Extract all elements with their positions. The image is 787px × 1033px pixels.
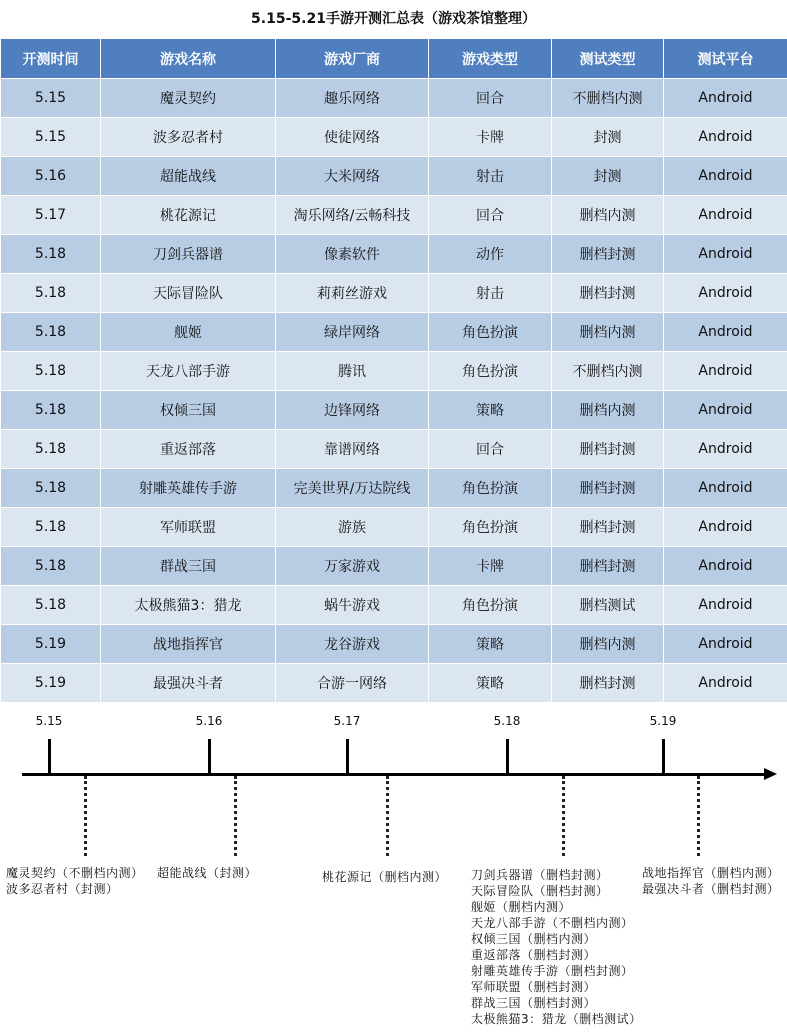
timeline-entry: 军师联盟（删档封测）: [471, 980, 597, 994]
cell-name: 超能战线: [101, 157, 276, 196]
cell-name: 权倾三国: [101, 391, 276, 430]
table-body: [1, 79, 787, 703]
cell-name: 天际冒险队: [101, 274, 276, 313]
cell-vendor: 大米网络: [276, 157, 429, 196]
cell-date: 5.18: [1, 586, 101, 625]
cell-name: 魔灵契约: [101, 79, 276, 118]
timeline-axis: [22, 773, 768, 776]
cell-name: 战地指挥官: [101, 625, 276, 664]
table-row: [1, 274, 787, 313]
cell-platform: Android: [664, 625, 787, 664]
cell-genre: 策略: [429, 391, 552, 430]
timeline-entry: 群战三国（删档封测）: [471, 996, 597, 1010]
cell-test-type: 不删档内测: [552, 352, 664, 391]
cell-vendor: 像素软件: [276, 235, 429, 274]
cell-platform: Android: [664, 313, 787, 352]
timeline-date-label: 5.19: [649, 714, 677, 728]
timeline-entry-list: [6, 865, 144, 897]
cell-test-type: 封测: [552, 118, 664, 157]
cell-date: 5.18: [1, 352, 101, 391]
timeline-entry: 超能战线（封测）: [157, 866, 258, 880]
column-header-name: 游戏名称: [101, 39, 276, 79]
cell-genre: 策略: [429, 625, 552, 664]
cell-genre: 回合: [429, 79, 552, 118]
timeline-tick: [346, 739, 349, 774]
cell-vendor: 游族: [276, 508, 429, 547]
timeline-entry-list: [157, 865, 257, 881]
cell-vendor: 趣乐网络: [276, 79, 429, 118]
timeline-date-label: 5.18: [493, 714, 521, 728]
cell-date: 5.19: [1, 664, 101, 703]
cell-vendor: 莉莉丝游戏: [276, 274, 429, 313]
cell-date: 5.18: [1, 391, 101, 430]
cell-test-type: 封测: [552, 157, 664, 196]
cell-test-type: 删档内测: [552, 196, 664, 235]
cell-platform: Android: [664, 664, 787, 703]
timeline-entry: 桃花源记（删档内测）: [322, 870, 448, 884]
cell-name: 最强决斗者: [101, 664, 276, 703]
cell-name: 天龙八部手游: [101, 352, 276, 391]
timeline-entry: 魔灵契约（不删档内测）: [6, 866, 144, 880]
timeline-entry: 最强决斗者（删档封测）: [642, 882, 780, 896]
cell-test-type: 删档封测: [552, 664, 664, 703]
cell-genre: 回合: [429, 430, 552, 469]
table-row: [1, 196, 787, 235]
table-row: [1, 157, 787, 196]
cell-date: 5.18: [1, 313, 101, 352]
cell-platform: Android: [664, 586, 787, 625]
cell-platform: Android: [664, 157, 787, 196]
cell-test-type: 删档封测: [552, 508, 664, 547]
table-row: [1, 79, 787, 118]
timeline-tick: [48, 739, 51, 774]
timeline-entry: 重返部落（删档封测）: [471, 948, 597, 962]
cell-test-type: 删档封测: [552, 274, 664, 313]
cell-date: 5.19: [1, 625, 101, 664]
cell-date: 5.18: [1, 508, 101, 547]
table-row: [1, 118, 787, 157]
timeline-arrow-icon: [764, 768, 777, 780]
cell-date: 5.18: [1, 547, 101, 586]
cell-platform: Android: [664, 79, 787, 118]
cell-test-type: 删档封测: [552, 430, 664, 469]
cell-date: 5.17: [1, 196, 101, 235]
cell-genre: 角色扮演: [429, 586, 552, 625]
cell-test-type: 删档内测: [552, 625, 664, 664]
timeline-entry-list: [322, 869, 447, 885]
timeline-dotted-connector: [562, 776, 565, 856]
cell-platform: Android: [664, 508, 787, 547]
cell-test-type: 删档封测: [552, 235, 664, 274]
timeline-dotted-connector: [84, 776, 87, 856]
table-row: [1, 625, 787, 664]
cell-test-type: 删档内测: [552, 313, 664, 352]
cell-platform: Android: [664, 547, 787, 586]
cell-vendor: 万家游戏: [276, 547, 429, 586]
table-row: [1, 664, 787, 703]
cell-platform: Android: [664, 196, 787, 235]
table-row: [1, 352, 787, 391]
column-header-genre: 游戏类型: [429, 39, 552, 79]
timeline-entry: 刀剑兵器谱（删档封测）: [471, 868, 609, 882]
cell-date: 5.15: [1, 79, 101, 118]
table-row: [1, 469, 787, 508]
cell-platform: Android: [664, 274, 787, 313]
cell-genre: 策略: [429, 664, 552, 703]
cell-test-type: 删档封测: [552, 547, 664, 586]
cell-date: 5.18: [1, 469, 101, 508]
timeline-entry: 天龙八部手游（不删档内测）: [471, 916, 634, 930]
cell-vendor: 蜗牛游戏: [276, 586, 429, 625]
table-row: [1, 430, 787, 469]
cell-date: 5.15: [1, 118, 101, 157]
page-title: 5.15-5.21手游开测汇总表（游戏茶馆整理）: [251, 11, 536, 27]
timeline-date-label: 5.17: [333, 714, 361, 728]
timeline-entry: 射雕英雄传手游（删档封测）: [471, 964, 634, 978]
timeline-dotted-connector: [697, 776, 700, 856]
release-timeline: [0, 703, 787, 1033]
column-header-platform: 测试平台: [664, 39, 787, 79]
table-row: [1, 586, 787, 625]
cell-name: 波多忍者村: [101, 118, 276, 157]
cell-genre: 射击: [429, 274, 552, 313]
cell-name: 军师联盟: [101, 508, 276, 547]
cell-test-type: 不删档内测: [552, 79, 664, 118]
cell-vendor: 边锋网络: [276, 391, 429, 430]
cell-vendor: 靠谱网络: [276, 430, 429, 469]
cell-genre: 卡牌: [429, 118, 552, 157]
timeline-tick: [662, 739, 665, 774]
timeline-entry: 舰姬（删档内测）: [471, 900, 572, 914]
cell-name: 桃花源记: [101, 196, 276, 235]
cell-vendor: 使徒网络: [276, 118, 429, 157]
cell-name: 太极熊猫3：猎龙: [101, 586, 276, 625]
cell-genre: 动作: [429, 235, 552, 274]
table-row: [1, 547, 787, 586]
cell-name: 群战三国: [101, 547, 276, 586]
cell-name: 刀剑兵器谱: [101, 235, 276, 274]
cell-vendor: 淘乐网络/云畅科技: [276, 196, 429, 235]
timeline-entry: 太极熊猫3：猎龙（删档测试）: [471, 1012, 642, 1026]
cell-platform: Android: [664, 430, 787, 469]
table-row: [1, 508, 787, 547]
cell-genre: 射击: [429, 157, 552, 196]
cell-name: 重返部落: [101, 430, 276, 469]
cell-vendor: 合游一网络: [276, 664, 429, 703]
cell-platform: Android: [664, 352, 787, 391]
timeline-date-label: 5.16: [195, 714, 223, 728]
timeline-entry: 天际冒险队（删档封测）: [471, 884, 609, 898]
timeline-dotted-connector: [386, 776, 389, 856]
cell-genre: 角色扮演: [429, 469, 552, 508]
cell-genre: 角色扮演: [429, 313, 552, 352]
cell-vendor: 龙谷游戏: [276, 625, 429, 664]
schedule-table: [0, 38, 787, 703]
cell-date: 5.18: [1, 430, 101, 469]
table-row: [1, 235, 787, 274]
timeline-entry-list: [642, 865, 780, 897]
timeline-entry: 权倾三国（删档内测）: [471, 932, 597, 946]
cell-date: 5.18: [1, 235, 101, 274]
table-header-row: [1, 39, 787, 79]
timeline-entry-list: [471, 867, 642, 1027]
column-header-vendor: 游戏厂商: [276, 39, 429, 79]
timeline-dotted-connector: [234, 776, 237, 856]
column-header-test-type: 测试类型: [552, 39, 664, 79]
cell-date: 5.16: [1, 157, 101, 196]
cell-name: 射雕英雄传手游: [101, 469, 276, 508]
cell-vendor: 腾讯: [276, 352, 429, 391]
cell-genre: 回合: [429, 196, 552, 235]
cell-platform: Android: [664, 235, 787, 274]
table-row: [1, 391, 787, 430]
table-row: [1, 313, 787, 352]
cell-genre: 角色扮演: [429, 508, 552, 547]
timeline-tick: [506, 739, 509, 774]
timeline-entry: 战地指挥官（删档内测）: [642, 866, 780, 880]
timeline-date-label: 5.15: [35, 714, 63, 728]
cell-platform: Android: [664, 118, 787, 157]
cell-platform: Android: [664, 469, 787, 508]
cell-name: 舰姬: [101, 313, 276, 352]
cell-genre: 角色扮演: [429, 352, 552, 391]
cell-date: 5.18: [1, 274, 101, 313]
cell-genre: 卡牌: [429, 547, 552, 586]
cell-platform: Android: [664, 391, 787, 430]
cell-test-type: 删档测试: [552, 586, 664, 625]
cell-vendor: 完美世界/万达院线: [276, 469, 429, 508]
timeline-tick: [208, 739, 211, 774]
column-header-date: 开测时间: [1, 39, 101, 79]
timeline-entry: 波多忍者村（封测）: [6, 882, 119, 896]
cell-test-type: 删档内测: [552, 391, 664, 430]
cell-test-type: 删档封测: [552, 469, 664, 508]
cell-vendor: 绿岸网络: [276, 313, 429, 352]
